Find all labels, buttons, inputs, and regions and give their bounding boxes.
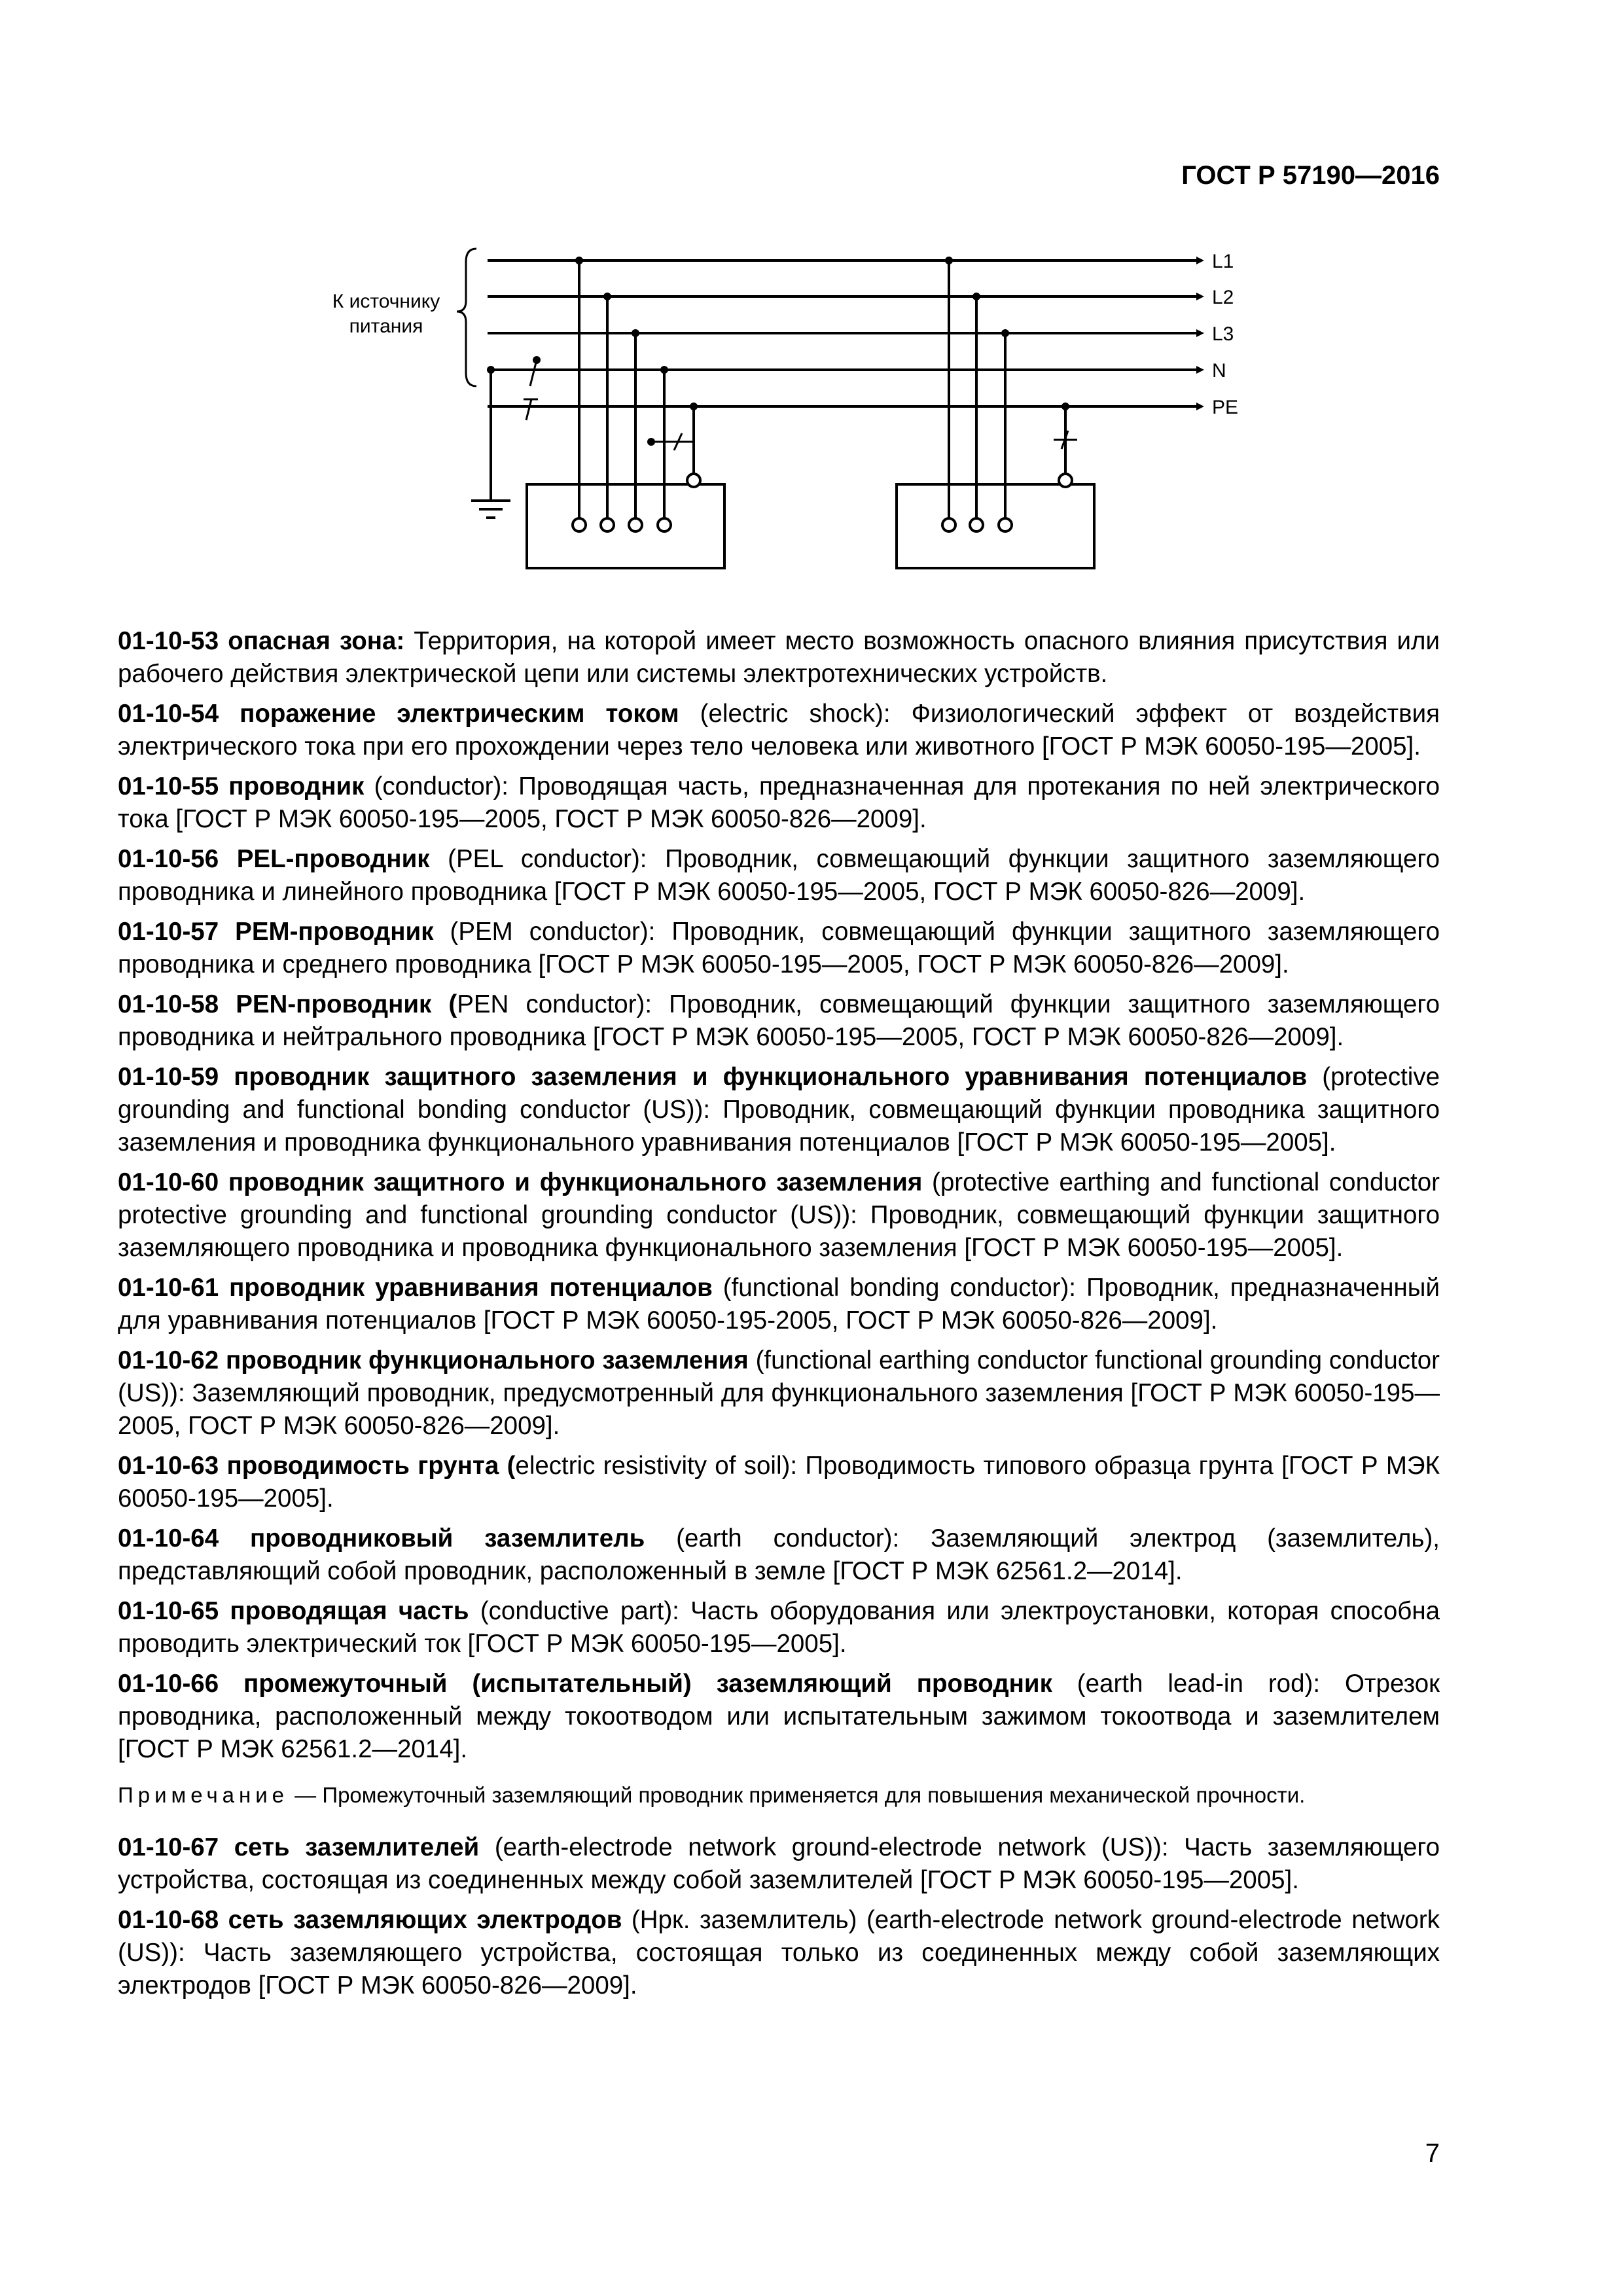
equipment-2-terminals: [942, 474, 1072, 531]
arrow-l1: [1196, 257, 1204, 264]
ground-symbol: [471, 366, 510, 518]
entry-01-10-67: [118, 1831, 1440, 1897]
entry-term: 01-10-61 проводник уравнивания потенциалов: [118, 1274, 713, 1302]
entry-01-10-68: [118, 1904, 1440, 2002]
entry-01-10-54: [118, 698, 1440, 763]
entry-text: Территория, на которой имеет место возможность опасного влияния присутствия или рабочего действия электрической цепи или системы электротехнических устройств.: [118, 627, 1440, 688]
entry-text: (protective earthing and functional conductor protective grounding and functional grounding conductor (US)): Проводник, совмещающий функции защитного заземляющего проводника и проводника функционального заземления [ГОСТ Р МЭК 60050-195—2005].: [118, 1168, 1440, 1262]
entry-text: (PEL conductor): Проводник, совмещающий функции защитного заземляющего проводника и линейного проводника [ГОСТ Р МЭК 60050-195—2005, ГОСТ Р МЭК 60050-826—2009].: [118, 845, 1440, 906]
entry-term: 01-10-57 PEM-проводник: [118, 918, 434, 946]
note-label: Примечание: [118, 1783, 289, 1807]
bus-label-n: N: [1212, 360, 1226, 382]
entry-term: 01-10-58 PEN-проводник (: [118, 990, 457, 1018]
tn-c-s-system-diagram: [301, 236, 1270, 589]
entry-01-10-64: [118, 1522, 1440, 1588]
note: [118, 1780, 1440, 1810]
entry-term: 01-10-65 проводящая часть: [118, 1597, 469, 1625]
entry-01-10-53: [118, 625, 1440, 691]
equipment-1-bonding-switch: [647, 433, 694, 450]
source-label: [332, 291, 440, 337]
entry-01-10-63: [118, 1450, 1440, 1515]
entry-01-10-62: [118, 1344, 1440, 1443]
entry-text: (earth conductor): Заземляющий электрод (заземлитель), представляющий собой проводник, расположенный в земле [ГОСТ Р МЭК 62561.2—2014].: [118, 1524, 1440, 1585]
bus-label-l1: L1: [1212, 251, 1234, 272]
entry-text: (earth lead-in rod): Отрезок проводника, расположенный между токоотводом или испытательным зажимом токоотвода и заземлителем [ГОСТ Р МЭК 62561.2—2014].: [118, 1670, 1440, 1763]
source-label-line1: К источнику: [332, 291, 440, 312]
equipment-enclosure-1: [527, 484, 724, 568]
entry-text: (PEM conductor): Проводник, совмещающий функции защитного заземляющего проводника и среднего проводника [ГОСТ Р МЭК 60050-195—2005, ГОСТ Р МЭК 60050-826—2009].: [118, 918, 1440, 978]
entry-01-10-58: [118, 988, 1440, 1054]
entry-term: 01-10-54 поражение электрическим током: [118, 700, 679, 728]
document-header: ГОСТ Р 57190—2016: [1181, 161, 1440, 190]
entry-term: 01-10-62 проводник функционального заземления: [118, 1346, 749, 1374]
entry-text: (conductive part): Часть оборудования или электроустановки, которая способна проводить электрический ток [ГОСТ Р МЭК 60050-195—2005].: [118, 1597, 1440, 1658]
entry-01-10-65: [118, 1595, 1440, 1660]
bus-label-pe: PE: [1212, 397, 1239, 418]
entry-text: electric resistivity of soil): Проводимость типового образца грунта [ГОСТ Р МЭК 60050-195—2005].: [118, 1452, 1440, 1513]
bus-lines: [488, 260, 1198, 406]
entry-01-10-60: [118, 1166, 1440, 1265]
entry-01-10-56: [118, 843, 1440, 908]
entry-01-10-55: [118, 770, 1440, 836]
entry-term: 01-10-55 проводник: [118, 772, 365, 800]
bus-label-l3: L3: [1212, 323, 1234, 345]
entry-text: (functional earthing conductor functional grounding conductor (US)): Заземляющий проводник, предусмотренный для функционального заземления [ГОСТ Р МЭК 60050-195—2005, ГОСТ Р МЭК 60050-826—2009].: [118, 1346, 1440, 1440]
note-text: — Промежуточный заземляющий проводник применяется для повышения механической прочности.: [289, 1783, 1306, 1807]
equipment-enclosure-2: [897, 484, 1094, 568]
entry-text: (functional bonding conductor): Проводник, предназначенный для уравнивания потенциалов [ГОСТ Р МЭК 60050-195-2005, ГОСТ Р МЭК 60050-826—2009].: [118, 1274, 1440, 1335]
entry-term: 01-10-56 PEL-проводник: [118, 845, 430, 873]
arrow-n: [1196, 366, 1204, 374]
page-number: 7: [1425, 2139, 1440, 2168]
entry-01-10-57: [118, 916, 1440, 981]
entry-text: PEN conductor): Проводник, совмещающий функции защитного заземляющего проводника и нейтрального проводника [ГОСТ Р МЭК 60050-195—2005, ГОСТ Р МЭК 60050-826—2009].: [118, 990, 1440, 1051]
entry-term: 01-10-53 опасная зона:: [118, 627, 405, 655]
entry-term: 01-10-67 сеть заземлителей: [118, 1833, 480, 1861]
entry-01-10-59: [118, 1061, 1440, 1159]
entry-term: 01-10-59 проводник защитного заземления и функционального уравнивания потенциалов: [118, 1063, 1308, 1091]
arrow-l2: [1196, 293, 1204, 300]
entry-term: 01-10-68 сеть заземляющих электродов: [118, 1906, 622, 1934]
entry-text: (electric shock): Физиологический эффект от воздействия электрического тока при его прохождении через тело человека или животного [ГОСТ Р МЭК 60050-195—2005].: [118, 700, 1440, 761]
entry-term: 01-10-63 проводимость грунта (: [118, 1452, 516, 1480]
source-label-line2: питания: [349, 315, 423, 337]
source-brace: [457, 249, 476, 386]
arrow-l3: [1196, 329, 1204, 337]
entry-text: (earth-electrode network ground-electrode network (US)): Часть заземляющего устройства, состоящая из соединенных между собой заземлителей [ГОСТ Р МЭК 60050-195—2005].: [118, 1833, 1440, 1894]
entry-term: 01-10-64 проводниковый заземлитель: [118, 1524, 645, 1552]
entry-text: (protective grounding and functional bonding conductor (US)): Проводник, совмещающий функции проводника защитного заземления и проводника функционального уравнивания потенциалов [ГОСТ Р МЭК 60050-195—2005].: [118, 1063, 1440, 1157]
entry-01-10-66: [118, 1668, 1440, 1766]
entry-text: (Нрк. заземлитель) (earth-electrode network ground-electrode network (US)): Часть заземляющего устройства, состоящая только из соединенных между собой заземляющих электродов [ГОСТ Р МЭК 60050-826—2009].: [118, 1906, 1440, 2000]
source-n-pe-switches: [524, 356, 541, 420]
entry-text: (conductor): Проводящая часть, предназначенная для протекания по ней электрического тока [ГОСТ Р МЭК 60050-195—2005, ГОСТ Р МЭК 60050-826—2009].: [118, 772, 1440, 833]
entry-term: 01-10-66 промежуточный (испытательный) заземляющий проводник: [118, 1670, 1052, 1698]
entry-term: 01-10-60 проводник защитного и функционального заземления: [118, 1168, 923, 1196]
entry-01-10-61: [118, 1272, 1440, 1337]
bus-label-l2: L2: [1212, 287, 1234, 308]
terms-content: [118, 625, 1440, 2009]
arrow-pe: [1196, 403, 1204, 410]
